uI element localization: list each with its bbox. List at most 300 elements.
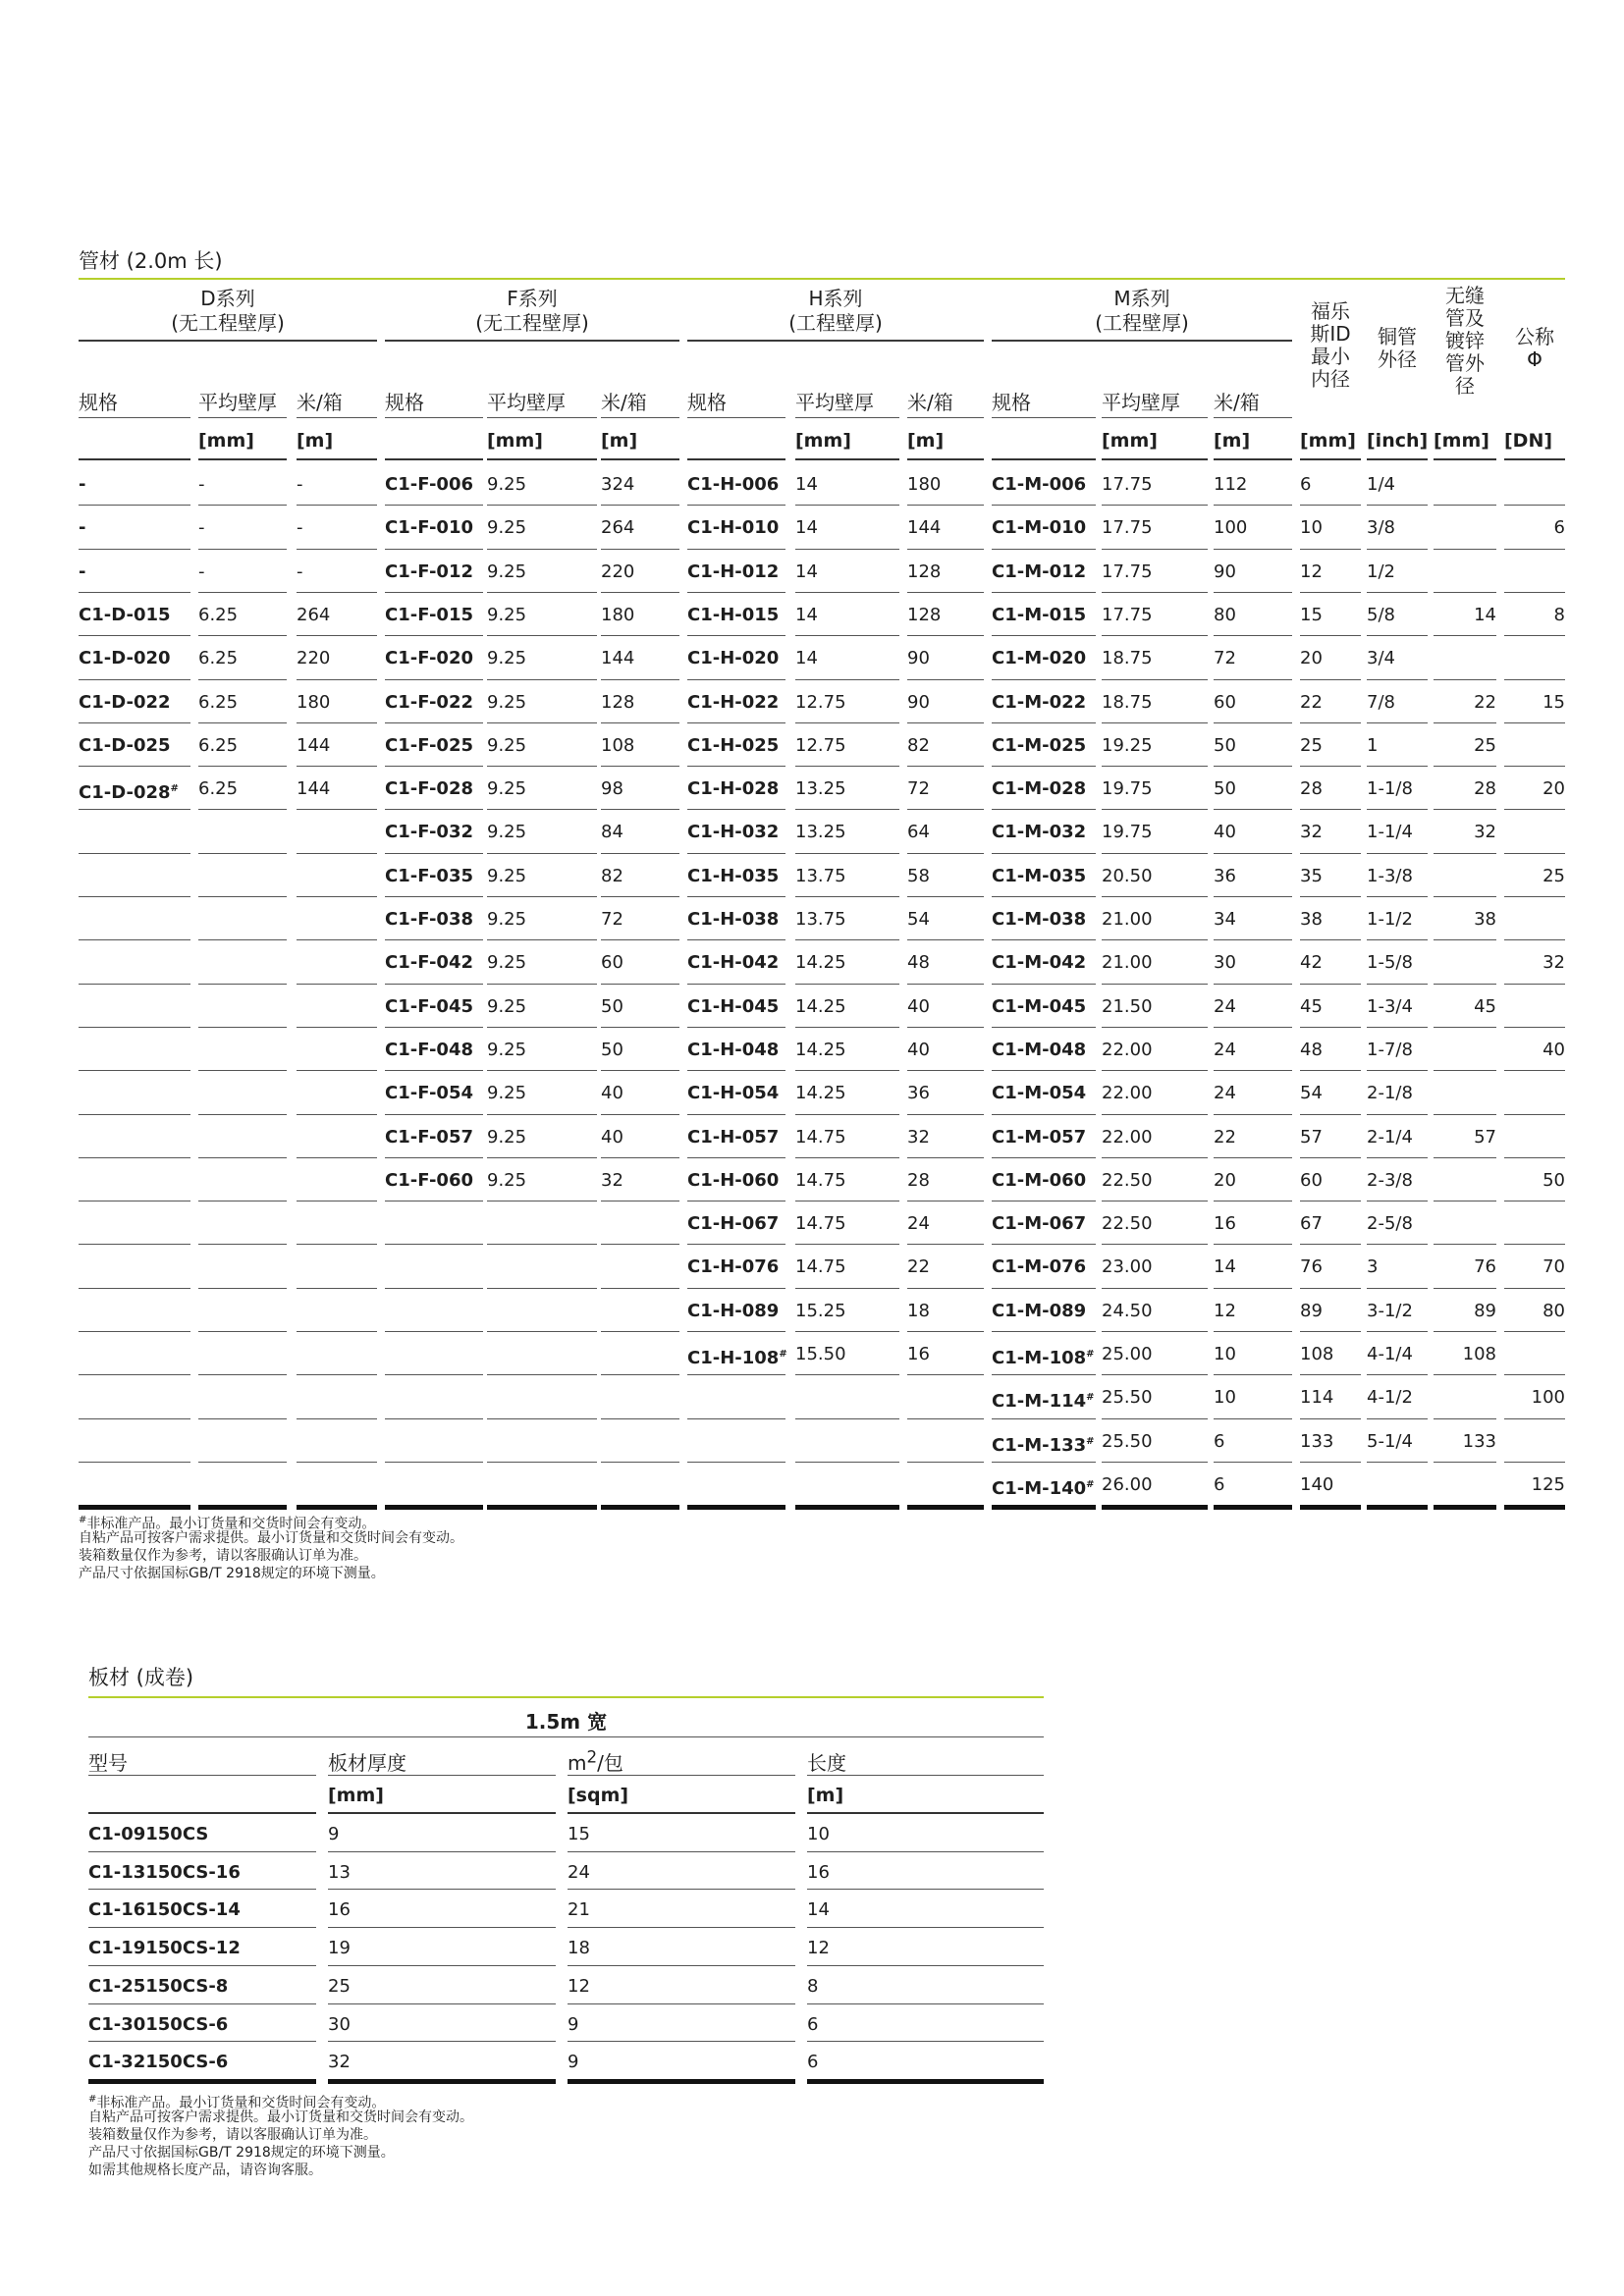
row-rule [198,722,287,723]
series-name: F系列 [507,287,558,310]
table-cell: 22 [1300,691,1323,713]
row-rule [1367,896,1428,897]
product-code: C1-M-067 [992,1213,1087,1235]
row-rule [198,1070,287,1071]
row-rule [601,505,679,506]
table-cell: 14.75 [795,1169,846,1191]
row-rule [907,679,984,680]
unit-label-wall: [mm] [795,430,851,452]
row-rule [328,1927,556,1928]
row-rule [1434,1157,1496,1158]
row-rule [79,809,190,810]
row-rule [297,939,377,940]
row-rule [297,1462,377,1463]
product-code: C1-F-035 [385,865,473,886]
table-cell: 32 [1543,952,1565,974]
table-cell: 19.75 [1102,822,1153,843]
table-cell: 1-1/8 [1367,778,1413,800]
row-rule [795,722,899,723]
row-rule [1214,1374,1292,1375]
row-rule [1102,1288,1208,1289]
row-rule [487,1418,597,1419]
table-cell: 9.25 [487,604,527,625]
sheet-column-header: 型号 [88,1751,128,1775]
row-rule [907,1374,984,1375]
row-rule [1434,984,1496,985]
table-cell: 50 [601,995,623,1017]
header-rule [687,417,785,418]
table-cell: 22.50 [1102,1169,1153,1191]
row-rule [297,766,377,767]
row-rule [79,1070,190,1071]
row-rule [687,1070,785,1071]
row-rule [1300,1157,1361,1158]
product-code: C1-M-028 [992,778,1087,800]
row-rule [1300,1288,1361,1289]
table-cell: 35 [1300,865,1323,886]
row-rule [79,1331,190,1332]
unit-label-mpb: [m] [907,430,945,452]
row-rule [687,1418,785,1419]
row-rule [385,1418,483,1419]
row-rule [297,635,377,636]
table-cell: 82 [601,865,623,886]
row-rule [1214,766,1292,767]
sheet-cell: 12 [568,1975,590,1997]
table-bottom-rule [487,1505,597,1510]
row-rule [1504,1114,1565,1115]
table-cell: 9.25 [487,474,527,495]
product-code: C1-F-015 [385,604,473,625]
row-rule [807,1889,1044,1890]
header-rule [568,1775,795,1776]
row-rule [1214,635,1292,636]
table-cell: 17.75 [1102,474,1153,495]
stacked-header-line: Φ [1527,347,1543,371]
table-cell: 22 [907,1256,930,1278]
row-rule [1102,766,1208,767]
row-rule [992,679,1096,680]
row-rule [79,722,190,723]
table-cell: 7/8 [1367,691,1395,713]
row-rule [1214,896,1292,897]
row-rule [1367,1331,1428,1332]
row-rule [807,1965,1044,1966]
row-rule [487,1157,597,1158]
row-rule [79,896,190,897]
row-rule [297,722,377,723]
row-rule [88,1965,316,1966]
pipe-table-title: 管材 (2.0m 长) [79,249,223,273]
product-code: C1-H-012 [687,561,780,582]
row-rule [385,1331,483,1332]
row-rule [487,1244,597,1245]
table-bottom-rule [79,1505,190,1510]
row-rule [601,1157,679,1158]
row-rule [297,1070,377,1071]
sheet-cell: 25 [328,1975,351,1997]
units-rule [1102,458,1208,460]
row-rule [297,896,377,897]
table-cell: 76 [1474,1256,1496,1278]
table-cell: 12 [1300,561,1323,582]
table-cell: 144 [297,778,331,800]
table-cell: 13.75 [795,909,846,930]
product-code: C1-H-035 [687,865,780,886]
table-cell: 38 [1474,909,1496,930]
row-rule [1434,1114,1496,1115]
table-cell: 144 [907,517,942,539]
table-bottom-rule [1214,1505,1292,1510]
row-rule [198,939,287,940]
row-rule [687,766,785,767]
units-rule [795,458,899,460]
row-rule [79,984,190,985]
product-code: C1-M-006 [992,474,1087,495]
row-rule [385,549,483,550]
row-rule [795,1331,899,1332]
row-rule [297,505,377,506]
units-rule [601,458,679,460]
row-rule [601,853,679,854]
row-rule [385,939,483,940]
row-rule [297,1374,377,1375]
sheet-cell: 14 [807,1899,830,1921]
table-cell: 6.25 [198,778,239,800]
row-rule [79,1288,190,1289]
table-cell: 16 [1214,1213,1236,1235]
table-cell: 324 [601,474,635,495]
row-rule [992,984,1096,985]
row-rule [687,1114,785,1115]
table-cell: 4-1/2 [1367,1387,1413,1409]
row-rule [992,505,1096,506]
product-code: C1-H-076 [687,1256,780,1278]
row-rule [385,766,483,767]
row-rule [1102,853,1208,854]
row-rule [1504,722,1565,723]
table-cell: 1/2 [1367,561,1395,582]
units-rule [1504,458,1565,460]
table-cell: 82 [907,734,930,756]
row-rule [79,939,190,940]
row-rule [328,1851,556,1852]
row-rule [1300,1331,1361,1332]
stacked-header-line: 管及 [1445,306,1485,330]
table-cell: 14.25 [795,952,846,974]
table-cell: 8 [1553,604,1565,625]
product-code: C1-M-012 [992,561,1087,582]
row-rule [687,1374,785,1375]
table-cell: 9.25 [487,691,527,713]
stacked-header-line: 径 [1455,374,1475,398]
table-cell: 1-1/4 [1367,822,1413,843]
table-cell: 9.25 [487,822,527,843]
sheet-cell: 16 [807,1861,830,1883]
row-rule [1367,505,1428,506]
table-bottom-rule [385,1505,483,1510]
row-rule [487,1331,597,1332]
product-code: C1-H-060 [687,1169,780,1191]
row-rule [88,2041,316,2042]
row-rule [1300,679,1361,680]
row-rule [1214,679,1292,680]
row-rule [1434,896,1496,897]
product-code: C1-D-020 [79,648,171,669]
row-rule [1434,635,1496,636]
table-cell: 9.25 [487,1039,527,1060]
product-code: C1-F-012 [385,561,473,582]
sheet-model: C1-30150CS-6 [88,2013,229,2035]
row-rule [687,1462,785,1463]
product-code: C1-D-022 [79,691,171,713]
product-code: C1-F-054 [385,1083,473,1104]
sheet-cell: 24 [568,1861,590,1883]
row-rule [992,1288,1096,1289]
units-rule [992,458,1096,460]
row-rule [1504,809,1565,810]
row-rule [568,2003,795,2004]
row-rule [1367,1027,1428,1028]
row-rule [795,1070,899,1071]
sheet-model: C1-16150CS-14 [88,1899,241,1921]
row-rule [1102,896,1208,897]
table-cell: 15 [1543,691,1565,713]
row-rule [1367,809,1428,810]
table-cell: 9.25 [487,952,527,974]
row-rule [1102,592,1208,593]
table-cell: 18.75 [1102,648,1153,669]
row-rule [1434,1462,1496,1463]
table-cell: 67 [1300,1213,1323,1235]
row-rule [198,592,287,593]
product-code: C1-H-038 [687,909,780,930]
table-cell: 19.75 [1102,778,1153,800]
table-cell: 60 [1300,1169,1323,1191]
row-rule [1300,1114,1361,1115]
product-code: C1-H-015 [687,604,780,625]
table-cell: 128 [907,561,942,582]
row-rule [1214,1331,1292,1332]
table-cell: 133 [1300,1430,1334,1452]
row-rule [1300,1027,1361,1028]
table-cell: 9.25 [487,1083,527,1104]
stacked-header-line: 福乐 [1311,299,1350,323]
table-cell: 12.75 [795,734,846,756]
row-rule [487,722,597,723]
header-rule [795,417,899,418]
table-cell: 28 [907,1169,930,1191]
table-cell: 58 [907,865,930,886]
row-rule [1102,722,1208,723]
product-code: C1-M-076 [992,1256,1087,1278]
table-cell: 20.50 [1102,865,1153,886]
row-rule [1504,1244,1565,1245]
stacked-header-id_min [1300,300,1361,391]
row-rule [687,939,785,940]
table-cell: 3-1/2 [1367,1300,1413,1321]
footnote: 如需其他规格长度产品，请咨询客服。 [88,2163,322,2178]
table-cell: 15 [1300,604,1323,625]
table-cell: 24 [907,1213,930,1235]
row-rule [297,1288,377,1289]
table-cell: 36 [907,1083,930,1104]
footnote: 自粘产品可按客户需求提供。最小订货量和交货时间会有变动。 [88,2109,473,2125]
row-rule [992,766,1096,767]
sheet-column-header: 板材厚度 [328,1751,406,1775]
row-rule [385,679,483,680]
row-rule [297,984,377,985]
stacked-header-line: 铜管 [1378,325,1417,348]
product-code: C1-F-057 [385,1126,473,1148]
row-rule [907,1418,984,1419]
table-cell: 40 [907,1039,930,1060]
row-rule [1214,549,1292,550]
row-rule [79,1418,190,1419]
group-rule [992,340,1292,342]
table-cell: 50 [1214,734,1236,756]
table-cell: 1-1/2 [1367,909,1413,930]
row-rule [79,1027,190,1028]
units-rule [568,1812,795,1814]
row-rule [1504,1157,1565,1158]
stacked-header-line: 镀锌 [1445,329,1485,352]
table-cell: 25 [1474,734,1496,756]
row-rule [487,505,597,506]
row-rule [487,853,597,854]
header-rule [79,417,190,418]
row-rule [907,1027,984,1028]
table-cell: 144 [601,648,635,669]
series-name: D系列 [200,287,255,310]
row-rule [487,679,597,680]
table-cell: 22.00 [1102,1126,1153,1148]
table-cell: 24 [1214,995,1236,1017]
header-rule [1102,417,1208,418]
row-rule [198,1462,287,1463]
table-cell: 140 [1300,1473,1334,1495]
table-cell: 40 [601,1126,623,1148]
product-code: C1-D-028# [79,782,179,804]
table-cell: 13.75 [795,865,846,886]
row-rule [1300,1070,1361,1071]
table-cell: 89 [1474,1300,1496,1321]
row-rule [1300,592,1361,593]
row-rule [1367,1418,1428,1419]
header-rule [907,417,984,418]
row-rule [601,549,679,550]
table-cell: 2-1/4 [1367,1126,1413,1148]
product-code: C1-H-067 [687,1213,780,1235]
row-rule [795,766,899,767]
row-rule [601,766,679,767]
table-cell: 9.25 [487,1126,527,1148]
table-cell: 90 [907,691,930,713]
table-bottom-rule [1300,1505,1361,1510]
table-bottom-rule [807,2079,1044,2084]
product-code: C1-H-042 [687,952,780,974]
column-header-mpb: 米/箱 [297,391,343,414]
row-rule [487,1070,597,1071]
column-header-spec: 规格 [79,391,118,414]
table-cell: 50 [1543,1169,1565,1191]
units-rule [1367,458,1428,460]
product-code: C1-F-038 [385,909,473,930]
table-cell: 108 [601,734,635,756]
table-cell: 2-5/8 [1367,1213,1413,1235]
row-rule [601,1374,679,1375]
table-cell: 3/4 [1367,648,1395,669]
row-rule [992,1114,1096,1115]
footnote: #非标准产品。最小订货量和交货时间会有变动。 [79,1515,376,1532]
table-cell: 45 [1474,995,1496,1017]
row-rule [1434,939,1496,940]
row-rule [1102,1070,1208,1071]
table-cell: 48 [1300,1039,1323,1060]
table-cell: 22 [1214,1126,1236,1148]
product-code: C1-H-045 [687,995,780,1017]
table-cell: 9.25 [487,734,527,756]
row-rule [687,505,785,506]
table-cell: 48 [907,952,930,974]
row-rule [1102,1244,1208,1245]
row-rule [79,1374,190,1375]
row-rule [1504,1462,1565,1463]
table-cell: 180 [297,691,331,713]
row-rule [79,1244,190,1245]
table-cell: 54 [1300,1083,1323,1104]
table-cell: 60 [601,952,623,974]
row-rule [601,679,679,680]
product-code: C1-F-025 [385,734,473,756]
table-cell: 42 [1300,952,1323,974]
table-cell: 114 [1300,1387,1334,1409]
table-cell: 26.00 [1102,1473,1153,1495]
unit-label-id_min: [mm] [1300,430,1356,452]
table-cell: 14 [795,604,818,625]
row-rule [1214,939,1292,940]
product-code: C1-F-032 [385,822,473,843]
product-code: C1-M-060 [992,1169,1087,1191]
sheet-cell: 6 [807,2013,819,2035]
row-rule [487,896,597,897]
sheet-unit-label: [m] [807,1785,844,1806]
table-cell: 125 [1531,1473,1565,1495]
row-rule [687,592,785,593]
row-rule [1214,1070,1292,1071]
table-cell: 89 [1300,1300,1323,1321]
row-rule [907,722,984,723]
table-cell: 10 [1214,1344,1236,1364]
row-rule [1300,1244,1361,1245]
table-cell: 19.25 [1102,734,1153,756]
table-bottom-rule [328,2079,556,2084]
table-cell: 57 [1300,1126,1323,1148]
row-rule [795,1114,899,1115]
column-header-mpb: 米/箱 [907,391,953,414]
units-rule [328,1812,556,1814]
table-cell: 9.25 [487,561,527,582]
row-rule [1367,722,1428,723]
table-cell: 25.50 [1102,1430,1153,1452]
table-cell: 1-5/8 [1367,952,1413,974]
sheet-cell: 32 [328,2052,351,2073]
sheet-cell: 8 [807,1975,819,1997]
product-code: C1-M-015 [992,604,1087,625]
sheet-model: C1-13150CS-16 [88,1861,241,1883]
row-rule [1434,1288,1496,1289]
sheet-model: C1-25150CS-8 [88,1975,229,1997]
